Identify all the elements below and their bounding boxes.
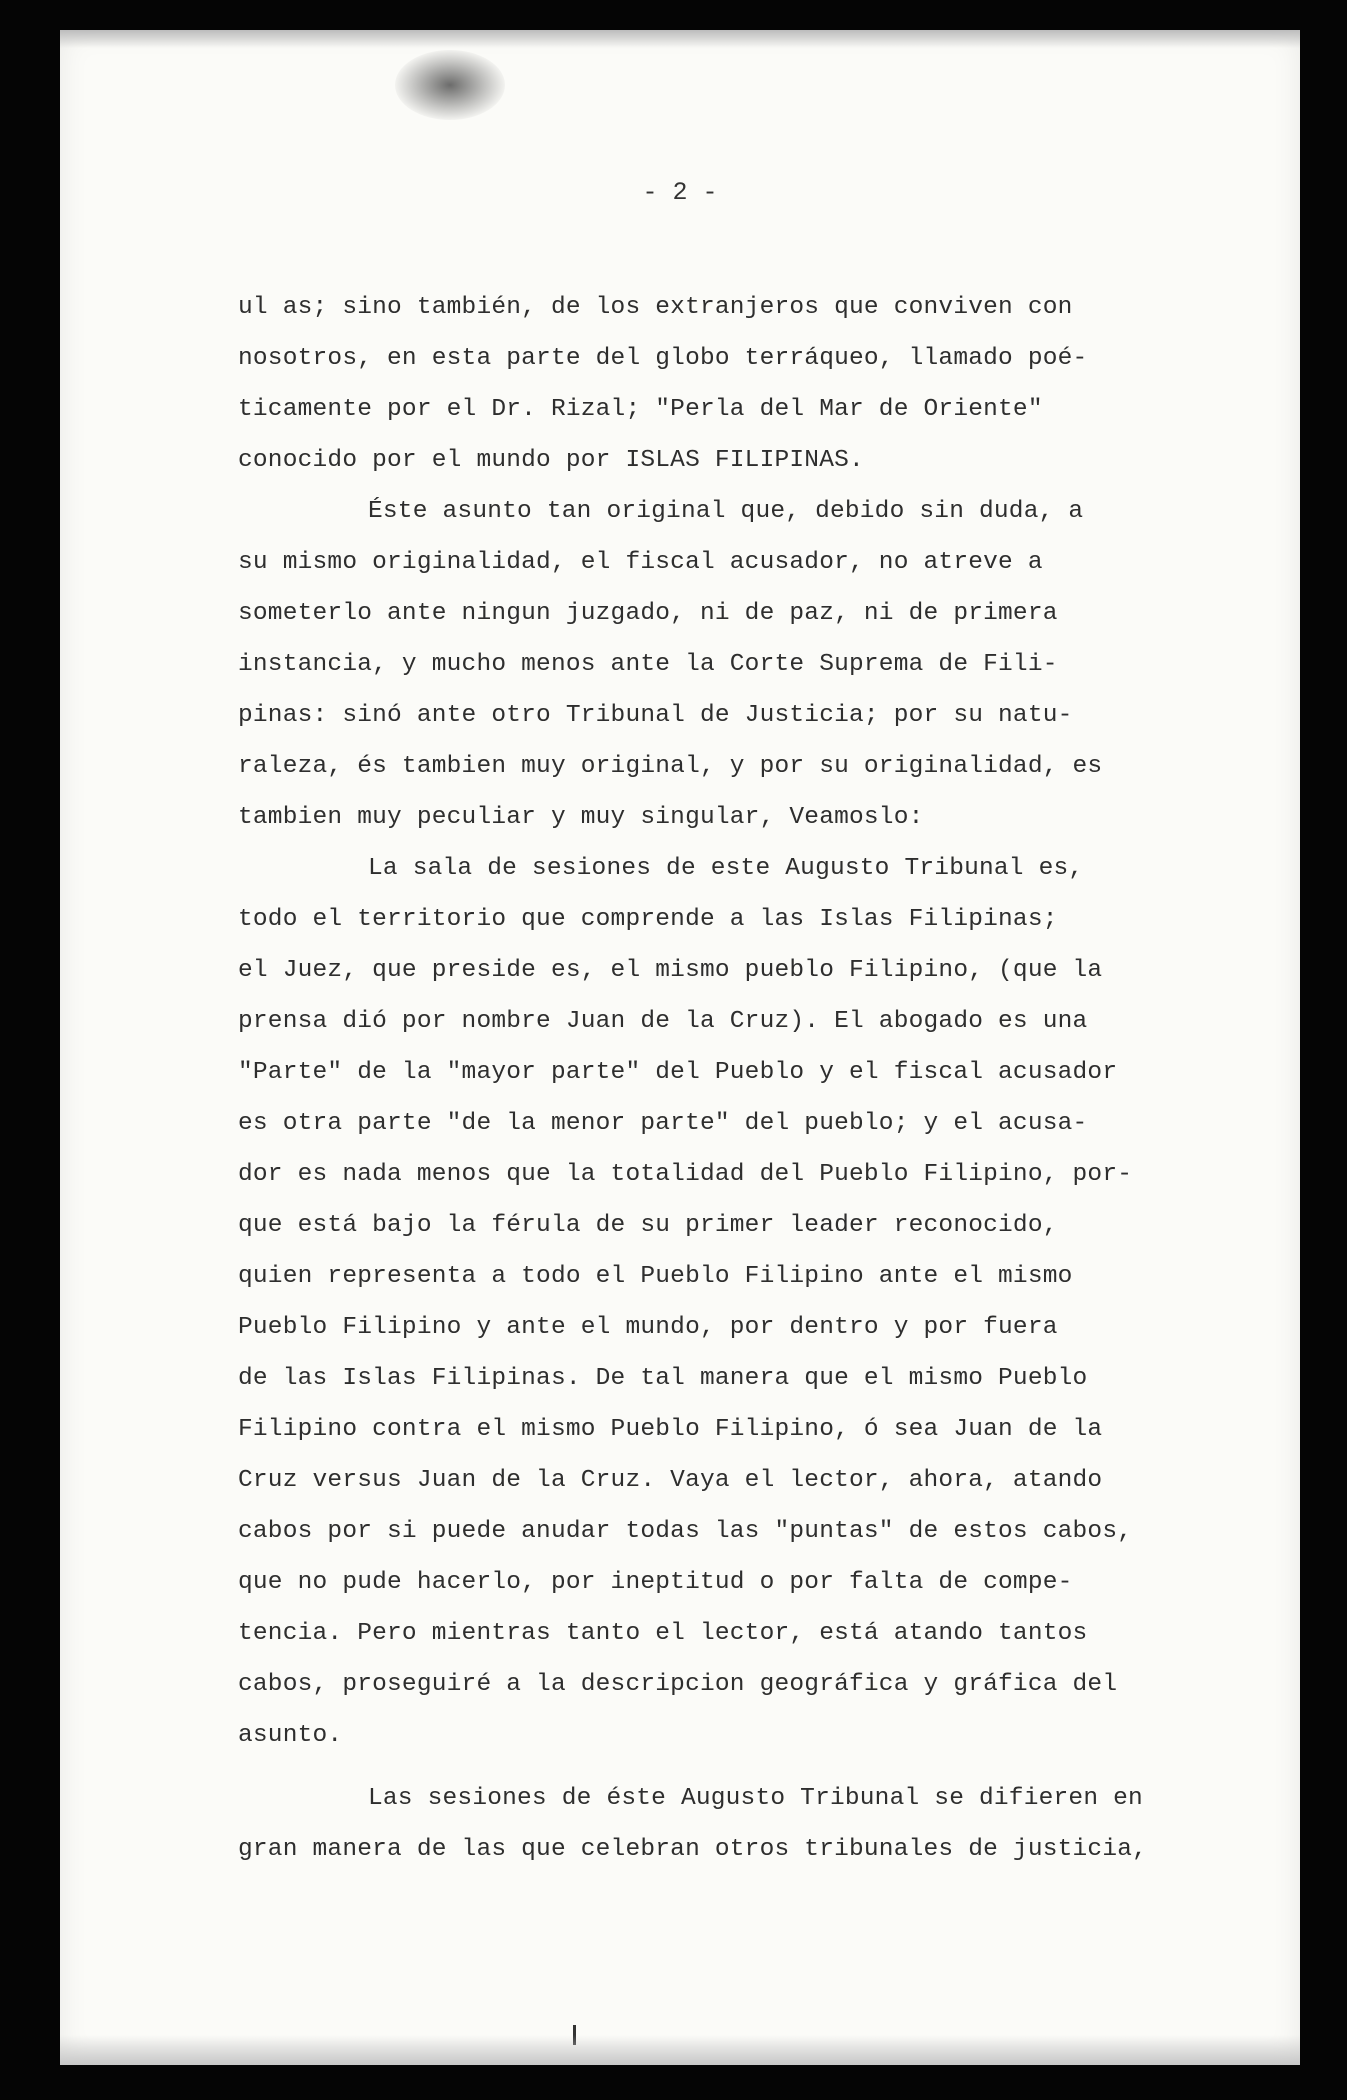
text-line: su mismo originalidad, el fiscal acusador, no atreve a xyxy=(238,549,1043,576)
text-line: Pueblo Filipino y ante el mundo, por dentro y por fuera xyxy=(238,1314,1058,1341)
text-line: quien representa a todo el Pueblo Filipino ante el mismo xyxy=(238,1263,1073,1290)
typed-text-body xyxy=(238,282,1228,1875)
text-line: cabos, proseguiré a la descripcion geográfica y gráfica del xyxy=(238,1671,1118,1698)
text-line: Cruz versus Juan de la Cruz. Vaya el lector, ahora, atando xyxy=(238,1467,1103,1494)
paragraph-start-line: Éste asunto tan original que, debido sin duda, a xyxy=(368,498,1084,525)
text-line: raleza, és tambien muy original, y por su originalidad, es xyxy=(238,753,1103,780)
text-line: de las Islas Filipinas. De tal manera que el mismo Pueblo xyxy=(238,1365,1088,1392)
text-line: gran manera de las que celebran otros tribunales de justicia, xyxy=(238,1836,1148,1863)
text-line: ticamente por el Dr. Rizal; "Perla del Mar de Oriente" xyxy=(238,396,1043,423)
text-line: tambien muy peculiar y muy singular, Veamoslo: xyxy=(238,804,924,831)
text-line: asunto. xyxy=(238,1722,343,1749)
page-top-edge xyxy=(60,30,1300,48)
document-page xyxy=(60,30,1300,2065)
page-number: - 2 - xyxy=(642,178,718,207)
text-line: es otra parte "de la menor parte" del pueblo; y el acusa- xyxy=(238,1110,1088,1137)
text-line: el Juez, que preside es, el mismo pueblo Filipino, (que la xyxy=(238,957,1103,984)
text-line: que está bajo la férula de su primer leader reconocido, xyxy=(238,1212,1058,1239)
text-line: ul as; sino también, de los extranjeros que conviven con xyxy=(238,294,1073,321)
text-line: "Parte" de la "mayor parte" del Pueblo y el fiscal acusador xyxy=(238,1059,1118,1086)
paragraph-start-line: La sala de sesiones de este Augusto Tribunal es, xyxy=(368,855,1084,882)
text-line: nosotros, en esta parte del globo terráqueo, llamado poé- xyxy=(238,345,1088,372)
paragraph-start-line: Las sesiones de éste Augusto Tribunal se difieren en xyxy=(368,1785,1143,1812)
text-line: conocido por el mundo por ISLAS FILIPINAS. xyxy=(238,447,864,474)
ink-smudge xyxy=(395,50,505,120)
text-line: someterlo ante ningun juzgado, ni de paz, ni de primera xyxy=(238,600,1058,627)
text-line: instancia, y mucho menos ante la Corte Suprema de Fili- xyxy=(238,651,1058,678)
text-line: que no pude hacerlo, por ineptitud o por falta de compe- xyxy=(238,1569,1073,1596)
text-line: dor es nada menos que la totalidad del Pueblo Filipino, por- xyxy=(238,1161,1133,1188)
text-line: prensa dió por nombre Juan de la Cruz). El abogado es una xyxy=(238,1008,1088,1035)
text-line: Filipino contra el mismo Pueblo Filipino, ó sea Juan de la xyxy=(238,1416,1103,1443)
text-line: pinas: sinó ante otro Tribunal de Justicia; por su natu- xyxy=(238,702,1073,729)
text-line: cabos por si puede anudar todas las "puntas" de estos cabos, xyxy=(238,1518,1133,1545)
text-line: tencia. Pero mientras tanto el lector, está atando tantos xyxy=(238,1620,1088,1647)
text-line: todo el territorio que comprende a las Islas Filipinas; xyxy=(238,906,1058,933)
page-bottom-edge xyxy=(60,2035,1300,2065)
